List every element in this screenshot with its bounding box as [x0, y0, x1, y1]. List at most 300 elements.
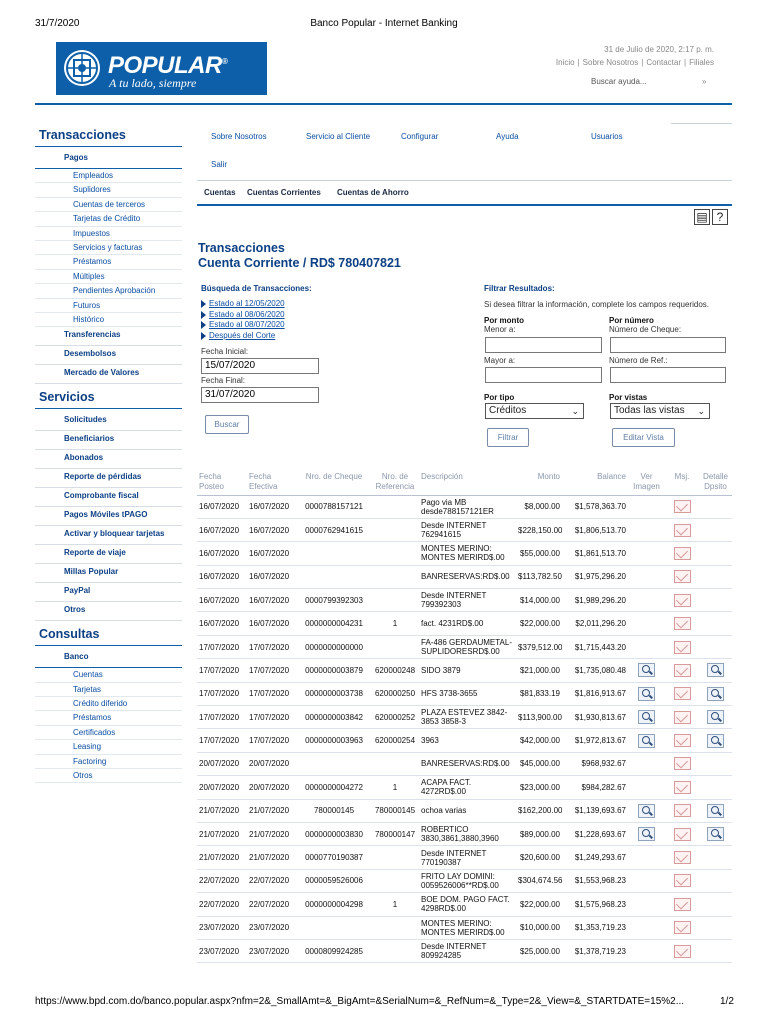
- message-envelope-icon[interactable]: [674, 898, 691, 911]
- message-envelope-icon[interactable]: [674, 921, 691, 934]
- message-envelope-icon[interactable]: [674, 524, 691, 537]
- nav-ayuda[interactable]: Ayuda: [496, 132, 519, 141]
- cell-detalle: [699, 799, 732, 822]
- tipo-select[interactable]: [485, 403, 584, 419]
- cell-nro-referencia: [371, 518, 419, 541]
- sidebar-item-banco[interactable]: Banco: [35, 649, 182, 668]
- table-row: [197, 799, 732, 822]
- sidebar-item-comprobante-fiscal[interactable]: Comprobante fiscal: [35, 488, 182, 507]
- nav-servicio-cliente[interactable]: Servicio al Cliente: [306, 132, 371, 141]
- sidebar-subitem[interactable]: Crédito diferido: [35, 697, 182, 711]
- message-envelope-icon[interactable]: [674, 594, 691, 607]
- message-envelope-icon[interactable]: [674, 734, 691, 747]
- cell-ver-imagen: [628, 776, 665, 799]
- table-row: [197, 589, 732, 612]
- sidebar-item-activar-tarjetas[interactable]: Activar y bloquear tarjetas: [35, 526, 182, 545]
- cell-balance: $1,816,913.67: [562, 682, 628, 705]
- cell-balance: $1,989,296.20: [562, 589, 628, 612]
- cell-fecha-posteo: 16/07/2020: [197, 589, 247, 612]
- cell-detalle: [699, 565, 732, 588]
- table-row: [197, 893, 732, 916]
- cell-detalle: [699, 659, 732, 682]
- cell-nro-referencia: [371, 846, 419, 869]
- cell-fecha-efectiva: 20/07/2020: [247, 752, 297, 775]
- cell-nro-referencia: [371, 495, 419, 518]
- sidebar-subitem[interactable]: Tarjetas: [35, 683, 182, 697]
- cell-fecha-efectiva: 21/07/2020: [247, 799, 297, 822]
- cell-nro-cheque: 0000000003842: [297, 706, 371, 729]
- col-detalle: Detalle Dpsito: [699, 470, 732, 495]
- message-envelope-icon[interactable]: [674, 804, 691, 817]
- sidebar-subitem[interactable]: Pendientes Aprobación: [35, 284, 182, 298]
- deposit-detail-magnifier-icon[interactable]: [707, 663, 724, 677]
- sidebar-subitem[interactable]: Préstamos: [35, 255, 182, 269]
- cell-fecha-posteo: 20/07/2020: [197, 776, 247, 799]
- cell-monto: $25,000.00: [516, 939, 562, 962]
- col-monto[interactable]: Monto: [516, 470, 562, 495]
- menor-a-input[interactable]: [485, 337, 602, 353]
- cell-ver-imagen: [628, 752, 665, 775]
- search-go-icon[interactable]: »: [702, 77, 707, 86]
- message-envelope-icon[interactable]: [674, 641, 691, 654]
- cell-nro-referencia: [371, 752, 419, 775]
- cell-monto: $113,900.00: [516, 706, 562, 729]
- help-icon[interactable]: ?: [712, 209, 728, 225]
- cell-ver-imagen: [628, 612, 665, 635]
- view-image-magnifier-icon[interactable]: [638, 710, 655, 724]
- col-balance[interactable]: Balance: [562, 470, 628, 495]
- cell-balance: $1,139,693.67: [562, 799, 628, 822]
- table-row: [197, 635, 732, 658]
- filtrar-title: Filtrar Resultados:: [484, 284, 555, 293]
- por-numero-label: Por número: [609, 316, 654, 325]
- cell-fecha-efectiva: 16/07/2020: [247, 565, 297, 588]
- cell-ver-imagen: [628, 518, 665, 541]
- cell-detalle: [699, 939, 732, 962]
- num-cheque-label: Número de Cheque:: [609, 325, 682, 334]
- transactions-body: [197, 495, 732, 963]
- mayor-a-label: Mayor a:: [484, 356, 516, 365]
- view-image-magnifier-icon[interactable]: [638, 827, 655, 841]
- popular-emblem-icon: [64, 50, 100, 86]
- cell-descripcion: Desde INTERNET 770190387: [419, 846, 516, 869]
- cell-monto: $42,000.00: [516, 729, 562, 752]
- cell-msj: [665, 612, 699, 635]
- deposit-detail-magnifier-icon[interactable]: [707, 710, 724, 724]
- deposit-detail-magnifier-icon[interactable]: [707, 827, 724, 841]
- sidebar-item-transferencias[interactable]: Transferencias: [35, 327, 182, 346]
- cell-descripcion: ochoa varias: [419, 799, 516, 822]
- cell-balance: $1,806,513.70: [562, 518, 628, 541]
- cell-fecha-efectiva: 20/07/2020: [247, 776, 297, 799]
- popular-logo[interactable]: [56, 42, 267, 95]
- table-row: [197, 542, 732, 565]
- cell-msj: [665, 682, 699, 705]
- cell-fecha-posteo: 22/07/2020: [197, 869, 247, 892]
- cell-monto: $55,000.00: [516, 542, 562, 565]
- message-envelope-icon[interactable]: [674, 687, 691, 700]
- sidebar-subitem[interactable]: Préstamos: [35, 711, 182, 725]
- cell-fecha-efectiva: 22/07/2020: [247, 893, 297, 916]
- filtrar-button[interactable]: Filtrar: [487, 428, 529, 447]
- cell-descripcion: BANRESERVAS:RD$.00: [419, 752, 516, 775]
- cell-nro-referencia: [371, 565, 419, 588]
- cell-fecha-efectiva: 17/07/2020: [247, 682, 297, 705]
- cell-msj: [665, 916, 699, 939]
- table-row: [197, 706, 732, 729]
- cell-detalle: [699, 893, 732, 916]
- cell-nro-referencia: [371, 589, 419, 612]
- statement-link[interactable]: Estado al 08/07/2020: [201, 320, 471, 331]
- cell-fecha-posteo: 23/07/2020: [197, 916, 247, 939]
- cell-monto: $113,782.50: [516, 565, 562, 588]
- cell-nro-cheque: 0000000003738: [297, 682, 371, 705]
- cell-fecha-posteo: 17/07/2020: [197, 729, 247, 752]
- cell-fecha-posteo: 21/07/2020: [197, 822, 247, 845]
- cell-descripcion: BANRESERVAS:RD$.00: [419, 565, 516, 588]
- message-envelope-icon[interactable]: [674, 711, 691, 724]
- cell-fecha-efectiva: 16/07/2020: [247, 518, 297, 541]
- cell-nro-cheque: 780000145: [297, 799, 371, 822]
- cell-fecha-posteo: 17/07/2020: [197, 706, 247, 729]
- cell-monto: $45,000.00: [516, 752, 562, 775]
- cell-balance: $1,553,968.23: [562, 869, 628, 892]
- sidebar-item-pagos[interactable]: Pagos: [35, 150, 182, 169]
- cell-descripcion: 3963: [419, 729, 516, 752]
- cell-fecha-efectiva: 16/07/2020: [247, 495, 297, 518]
- cell-descripcion: Pago via MB desde788157121ER: [419, 495, 516, 518]
- sidebar-item-desembolsos[interactable]: Desembolsos: [35, 346, 182, 365]
- message-envelope-icon[interactable]: [674, 945, 691, 958]
- table-row: [197, 659, 732, 682]
- sidebar-item-pagos-moviles[interactable]: Pagos Móviles tPAGO: [35, 507, 182, 526]
- cell-msj: [665, 893, 699, 916]
- busqueda-title: Búsqueda de Transacciones:: [201, 284, 312, 293]
- cell-balance: $1,575,968.23: [562, 893, 628, 916]
- cell-msj: [665, 706, 699, 729]
- arrow-right-icon: [201, 311, 206, 319]
- cell-fecha-posteo: 20/07/2020: [197, 752, 247, 775]
- nav-configurar[interactable]: Configurar: [401, 132, 439, 141]
- cell-ver-imagen: [628, 846, 665, 869]
- sidebar-section-consultas[interactable]: Consultas: [35, 625, 182, 646]
- cell-detalle: [699, 542, 732, 565]
- cell-nro-cheque: 0000000000000: [297, 635, 371, 658]
- top-right-info: [556, 45, 714, 67]
- cell-ver-imagen: [628, 565, 665, 588]
- table-row: [197, 682, 732, 705]
- cell-nro-referencia: 620000248: [371, 659, 419, 682]
- search-input[interactable]: Buscar ayuda...: [591, 77, 647, 86]
- top-link-inicio[interactable]: Inicio: [555, 58, 575, 67]
- message-envelope-icon[interactable]: [674, 851, 691, 864]
- cell-fecha-efectiva: 21/07/2020: [247, 846, 297, 869]
- cell-descripcion: SIDO 3879: [419, 659, 516, 682]
- table-row: [197, 822, 732, 845]
- sidebar-subitem[interactable]: Futuros: [35, 299, 182, 313]
- cell-balance: $1,228,693.67: [562, 822, 628, 845]
- help-search[interactable]: [591, 77, 716, 86]
- sidebar-item-reporte-viaje[interactable]: Reporte de viaje: [35, 545, 182, 564]
- cell-monto: $162,200.00: [516, 799, 562, 822]
- arrow-right-icon: [201, 300, 206, 308]
- cell-balance: $1,353,719.23: [562, 916, 628, 939]
- cell-ver-imagen: [628, 706, 665, 729]
- cell-descripcion: HFS 3738-3655: [419, 682, 516, 705]
- table-row: [197, 776, 732, 799]
- cell-balance: $1,930,813.67: [562, 706, 628, 729]
- sidebar-subitem[interactable]: Factoring: [35, 755, 182, 769]
- message-envelope-icon[interactable]: [674, 547, 691, 560]
- arrow-right-icon: [201, 321, 206, 329]
- menor-a-label: Menor a:: [484, 325, 516, 334]
- cell-monto: $10,000.00: [516, 916, 562, 939]
- cell-msj: [665, 565, 699, 588]
- chevron-down-icon: ⌄: [571, 406, 579, 416]
- top-link-filiales[interactable]: Filiales: [689, 58, 714, 67]
- fecha-final-label: Fecha Final:: [201, 376, 246, 385]
- header-divider: [35, 103, 732, 105]
- sidebar-item-millas-popular[interactable]: Millas Popular: [35, 564, 182, 583]
- message-envelope-icon[interactable]: [674, 828, 691, 841]
- cell-msj: [665, 869, 699, 892]
- message-envelope-icon[interactable]: [674, 570, 691, 583]
- message-envelope-icon[interactable]: [674, 664, 691, 677]
- cell-msj: [665, 729, 699, 752]
- top-links: Inicio | Sobre Nosotros | Contactar | Filiales: [555, 58, 714, 67]
- sidebar-section-transacciones[interactable]: Transacciones: [35, 126, 182, 147]
- cell-fecha-posteo: 16/07/2020: [197, 565, 247, 588]
- cell-nro-referencia: [371, 916, 419, 939]
- col-nro-referencia[interactable]: Nro. de Referencia: [371, 470, 419, 495]
- deposit-detail-magnifier-icon[interactable]: [707, 734, 724, 748]
- message-envelope-icon[interactable]: [674, 874, 691, 887]
- cell-detalle: [699, 682, 732, 705]
- cell-fecha-efectiva: 17/07/2020: [247, 729, 297, 752]
- cell-fecha-efectiva: 17/07/2020: [247, 635, 297, 658]
- nav-usuarios[interactable]: Usuarios: [591, 132, 623, 141]
- cell-msj: [665, 635, 699, 658]
- cell-msj: [665, 518, 699, 541]
- deposit-detail-magnifier-icon[interactable]: [707, 687, 724, 701]
- por-vistas-label: Por vistas: [609, 393, 648, 402]
- cell-msj: [665, 752, 699, 775]
- table-row: [197, 869, 732, 892]
- sidebar-subitem[interactable]: Múltiples: [35, 270, 182, 284]
- transactions-table: [197, 470, 732, 963]
- cell-balance: $1,249,293.67: [562, 846, 628, 869]
- table-row: [197, 518, 732, 541]
- cell-nro-referencia: 780000145: [371, 799, 419, 822]
- cell-descripcion: ACAPA FACT. 4272RD$.00: [419, 776, 516, 799]
- nav-salir[interactable]: Salir: [211, 160, 228, 169]
- cell-monto: $8,000.00: [516, 495, 562, 518]
- cell-nro-referencia: 620000252: [371, 706, 419, 729]
- table-header-row: [197, 470, 732, 495]
- cell-monto: $21,000.00: [516, 659, 562, 682]
- sidebar-subitem[interactable]: Cuentas: [35, 668, 182, 682]
- cell-monto: $22,000.00: [516, 612, 562, 635]
- cell-detalle: [699, 495, 732, 518]
- buscar-button[interactable]: Buscar: [205, 415, 249, 434]
- sidebar-subitem[interactable]: Suplidores: [35, 183, 182, 197]
- cell-nro-referencia: [371, 635, 419, 658]
- sidebar-item-paypal[interactable]: PayPal: [35, 583, 182, 602]
- cell-detalle: [699, 729, 732, 752]
- cell-ver-imagen: [628, 495, 665, 518]
- cell-nro-referencia: 620000250: [371, 682, 419, 705]
- cell-fecha-posteo: 17/07/2020: [197, 659, 247, 682]
- brand-tagline: A tu lado, siempre: [109, 76, 197, 90]
- cell-nro-referencia: 1: [371, 612, 419, 635]
- cell-nro-cheque: 0000000004298: [297, 893, 371, 916]
- table-row: [197, 939, 732, 962]
- subnav-cuentas-corrientes[interactable]: Cuentas Corrientes: [247, 188, 321, 197]
- cell-fecha-posteo: 17/07/2020: [197, 635, 247, 658]
- session-timestamp: 31 de Julio de 2020, 2:17 p. m.: [604, 45, 714, 54]
- cell-msj: [665, 542, 699, 565]
- cell-ver-imagen: [628, 659, 665, 682]
- cell-descripcion: fact. 4231RD$.00: [419, 612, 516, 635]
- num-ref-input[interactable]: [610, 367, 726, 383]
- nav-empty-box: [671, 123, 732, 149]
- fecha-final-input[interactable]: 31/07/2020: [201, 387, 319, 403]
- tipo-select-value: Créditos: [489, 405, 527, 416]
- cell-msj: [665, 776, 699, 799]
- search-transactions-panel: [201, 284, 471, 403]
- cell-nro-cheque: 0000000003830: [297, 822, 371, 845]
- fecha-inicial-label: Fecha Inicial:: [201, 347, 249, 356]
- table-row: [197, 612, 732, 635]
- cell-fecha-efectiva: 16/07/2020: [247, 542, 297, 565]
- cell-nro-cheque: [297, 542, 371, 565]
- cell-nro-referencia: 1: [371, 776, 419, 799]
- cell-monto: $379,512.00: [516, 635, 562, 658]
- brand-name: POPULAR®: [108, 52, 228, 79]
- top-link-contactar[interactable]: Contactar: [646, 58, 682, 67]
- sidebar-item-reporte-perdidas[interactable]: Reporte de pérdidas: [35, 469, 182, 488]
- cell-monto: $89,000.00: [516, 822, 562, 845]
- view-image-magnifier-icon[interactable]: [638, 804, 655, 818]
- cell-monto: $14,000.00: [516, 589, 562, 612]
- cell-ver-imagen: [628, 542, 665, 565]
- cell-fecha-posteo: 16/07/2020: [197, 542, 247, 565]
- nav-sobre-nosotros[interactable]: Sobre Nosotros: [211, 132, 267, 141]
- cell-nro-referencia: 620000254: [371, 729, 419, 752]
- message-envelope-icon[interactable]: [674, 757, 691, 770]
- deposit-detail-magnifier-icon[interactable]: [707, 804, 724, 818]
- print-icon[interactable]: ▤: [694, 209, 710, 225]
- col-fecha-efectiva[interactable]: Fecha Efectiva: [247, 470, 297, 495]
- vistas-select[interactable]: [610, 403, 710, 419]
- print-date: 31/7/2020: [35, 18, 80, 29]
- editar-vista-button[interactable]: Editar Vista: [612, 428, 675, 447]
- sidebar-subitem[interactable]: Histórico: [35, 313, 182, 327]
- subnav-cuentas[interactable]: Cuentas: [204, 188, 236, 197]
- print-url: https://www.bpd.com.do/banco.popular.aspx?nfm=2&_SmallAmt=&_BigAmt=&SerialNum=&_RefNum=&_Type=2&_View=&_STARTDATE=15%2...: [35, 996, 685, 1007]
- num-ref-label: Número de Ref.:: [609, 356, 668, 365]
- num-cheque-input[interactable]: [610, 337, 726, 353]
- sidebar-subitem[interactable]: Cuentas de terceros: [35, 198, 182, 212]
- col-msj: Msj.: [665, 470, 699, 495]
- cell-nro-referencia: 1: [371, 893, 419, 916]
- sidebar-subitem[interactable]: Servicios y facturas: [35, 241, 182, 255]
- message-envelope-icon[interactable]: [674, 781, 691, 794]
- cell-balance: $968,932.67: [562, 752, 628, 775]
- view-image-magnifier-icon[interactable]: [638, 687, 655, 701]
- filter-panel: [484, 284, 732, 402]
- sidebar-item-solicitudes[interactable]: Solicitudes: [35, 412, 182, 431]
- col-fecha-posteo[interactable]: Fecha Posteo: [197, 470, 247, 495]
- cell-nro-cheque: 0000000004231: [297, 612, 371, 635]
- table-row: [197, 565, 732, 588]
- page-subtitle: Cuenta Corriente / RD$ 780407821: [198, 256, 401, 270]
- sidebar-item-abonados[interactable]: Abonados: [35, 450, 182, 469]
- cell-nro-cheque: [297, 565, 371, 588]
- por-monto-label: Por monto: [484, 316, 524, 325]
- cell-nro-cheque: [297, 752, 371, 775]
- sidebar-subitem[interactable]: Certificados: [35, 726, 182, 740]
- sidebar-item-otros[interactable]: Otros: [35, 602, 182, 621]
- subnav-cuentas-ahorro[interactable]: Cuentas de Ahorro: [337, 188, 409, 197]
- cell-descripcion: ROBERTICO 3830,3861,3880,3960: [419, 822, 516, 845]
- cell-ver-imagen: [628, 589, 665, 612]
- cell-descripcion: FRITO LAY DOMINI: 0059526006**RD$.00: [419, 869, 516, 892]
- cell-descripcion: PLAZA ESTEVEZ 3842-3853 3858-3: [419, 706, 516, 729]
- message-envelope-icon[interactable]: [674, 500, 691, 513]
- cell-descripcion: MONTES MERINO: MONTES MERIRD$.00: [419, 916, 516, 939]
- statement-link[interactable]: Estado al 08/06/2020: [201, 310, 471, 321]
- cell-msj: [665, 799, 699, 822]
- after-cut-link[interactable]: Después del Corte: [201, 331, 471, 342]
- col-descripcion[interactable]: Descripción: [419, 470, 516, 495]
- col-nro-cheque[interactable]: Nro. de Cheque: [297, 470, 371, 495]
- cell-descripcion: BOE DOM. PAGO FACT. 4298RD$.00: [419, 893, 516, 916]
- mayor-a-input[interactable]: [485, 367, 602, 383]
- fecha-inicial-input[interactable]: 15/07/2020: [201, 358, 319, 374]
- cell-msj: [665, 822, 699, 845]
- cell-ver-imagen: [628, 682, 665, 705]
- cell-fecha-efectiva: 16/07/2020: [247, 612, 297, 635]
- sidebar-item-mercado-valores[interactable]: Mercado de Valores: [35, 365, 182, 384]
- view-image-magnifier-icon[interactable]: [638, 734, 655, 748]
- table-row: [197, 752, 732, 775]
- cell-nro-cheque: 0000059526006: [297, 869, 371, 892]
- sidebar-subitem[interactable]: Leasing: [35, 740, 182, 754]
- cell-monto: $81,833.19: [516, 682, 562, 705]
- cell-fecha-posteo: 22/07/2020: [197, 893, 247, 916]
- message-envelope-icon[interactable]: [674, 617, 691, 630]
- sidebar-item-beneficiarios[interactable]: Beneficiarios: [35, 431, 182, 450]
- print-title: Banco Popular - Internet Banking: [310, 18, 458, 29]
- cell-msj: [665, 659, 699, 682]
- page-title: [198, 241, 401, 271]
- cell-fecha-efectiva: 22/07/2020: [247, 869, 297, 892]
- sidebar-subitem[interactable]: Otros: [35, 769, 182, 783]
- cell-balance: $1,715,443.20: [562, 635, 628, 658]
- sidebar-section-servicios[interactable]: Servicios: [35, 388, 182, 409]
- sidebar-subitem[interactable]: Empleados: [35, 169, 182, 183]
- sidebar-subitem[interactable]: Tarjetas de Crédito: [35, 212, 182, 226]
- cell-monto: $22,000.00: [516, 893, 562, 916]
- view-image-magnifier-icon[interactable]: [638, 663, 655, 677]
- sidebar-subitem[interactable]: Impuestos: [35, 227, 182, 241]
- cell-nro-referencia: 780000147: [371, 822, 419, 845]
- statement-link[interactable]: Estado al 12/05/2020: [201, 299, 471, 310]
- cell-balance: $1,861,513.70: [562, 542, 628, 565]
- cell-ver-imagen: [628, 869, 665, 892]
- top-link-sobre-nosotros[interactable]: Sobre Nosotros: [582, 58, 639, 67]
